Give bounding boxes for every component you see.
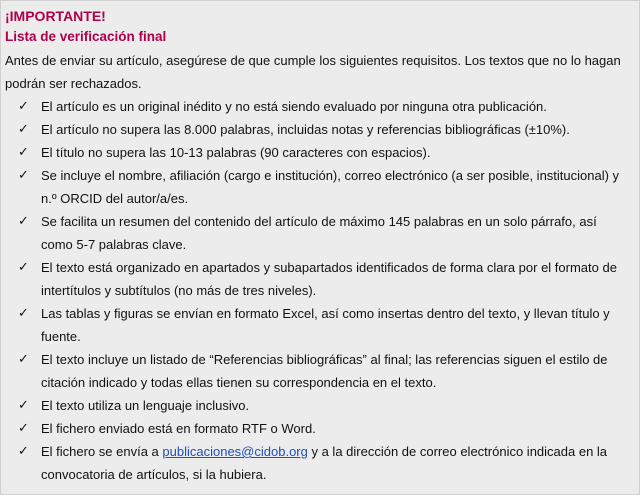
checkmark-icon: ✓: [18, 444, 29, 459]
checklist-item: [5, 118, 635, 141]
checkmark-icon: ✓: [18, 398, 29, 413]
checklist-item-text: Se incluye el nombre, afiliación (cargo e institución), correo electrónico (a ser posible, institucional) y n.º ORCID del autor/a/es.: [41, 168, 620, 206]
checklist-item-text: El texto utiliza un lenguaje inclusivo.: [41, 398, 250, 413]
requirements-checklist: [5, 95, 635, 486]
checklist-item: [5, 348, 635, 394]
checklist-item-text: Se facilita un resumen del contenido del artículo de máximo 145 palabras en un solo párrafo, así como 5-7 palabras clave.: [41, 214, 597, 252]
checkmark-icon: ✓: [18, 99, 29, 114]
checklist-item-text: El artículo no supera las 8.000 palabras, incluidas notas y referencias bibliográficas (±10%).: [41, 122, 570, 137]
checklist-item-text-after: y a la dirección de correo electrónico indicada en la convocatoria de artículos, si la hubiera.: [41, 444, 608, 482]
checklist-item: [5, 394, 635, 417]
checkmark-icon: ✓: [18, 260, 29, 275]
checklist-item: [5, 256, 635, 302]
checklist-item: [5, 302, 635, 348]
email-link[interactable]: publicaciones@cidob.org: [162, 444, 308, 459]
checkmark-icon: ✓: [18, 145, 29, 160]
checkmark-icon: ✓: [18, 122, 29, 137]
checklist-item-text: Las tablas y figuras se envían en formato Excel, así como insertas dentro del texto, y llevan título y fuente.: [41, 306, 610, 344]
checkmark-icon: ✓: [18, 306, 29, 321]
checklist-heading: Lista de verificación final: [5, 29, 167, 44]
checklist-item: [5, 440, 635, 486]
notice-title: ¡IMPORTANTE!: [5, 8, 106, 24]
checklist-item: [5, 95, 635, 118]
checkmark-icon: ✓: [18, 214, 29, 229]
checklist-item-text: El fichero enviado está en formato RTF o Word.: [41, 421, 316, 436]
checklist-item: [5, 210, 635, 256]
checkmark-icon: ✓: [18, 352, 29, 367]
checklist-item-text: El texto incluye un listado de “Referencias bibliográficas” al final; las referencias siguen el estilo de citación indicado y todas ellas tienen su correspondencia en el texto.: [41, 352, 608, 390]
checkmark-icon: ✓: [18, 168, 29, 183]
checklist-item-text-before: El fichero se envía a: [41, 444, 163, 459]
checklist-item-text: El artículo es un original inédito y no está siendo evaluado por ninguna otra publicación.: [41, 99, 547, 114]
checklist-item: [5, 141, 635, 164]
checklist-item: [5, 164, 635, 210]
checklist-item-text: El título no supera las 10-13 palabras (90 caracteres con espacios).: [41, 145, 431, 160]
checklist-item: [5, 417, 635, 440]
checklist-item-text: El texto está organizado en apartados y subapartados identificados de forma clara por el formato de intertítulos y subtítulos (no más de tres niveles).: [41, 260, 617, 298]
intro-text: Antes de enviar su artículo, asegúrese de que cumple los siguientes requisitos. Los textos que no lo hagan podrán ser rechazados.: [5, 53, 621, 91]
checkmark-icon: ✓: [18, 421, 29, 436]
